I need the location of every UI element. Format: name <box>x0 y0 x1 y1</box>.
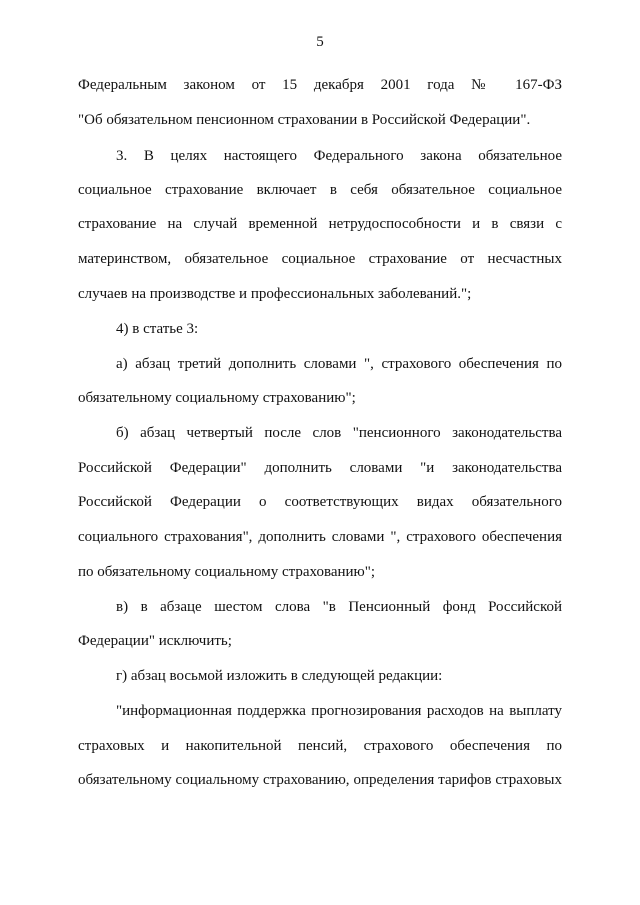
item-g-heading: г) абзац восьмой изложить в следующей редакции: <box>116 668 443 684</box>
quote-line-3: обязательному социальному страхованию, определения тарифов страховых <box>78 772 562 788</box>
item-a-line-1: а) абзац третий дополнить словами ", страхового обеспечения по <box>116 356 562 372</box>
paragraph-3-line-1: 3. В целях настоящего Федерального закона обязательное <box>116 148 562 164</box>
quote-line-2: страховых и накопительной пенсий, страхового обеспечения по <box>78 738 562 754</box>
item-b-line-1: б) абзац четвертый после слов "пенсионного законодательства <box>116 425 562 441</box>
text-line-2: "Об обязательном пенсионном страховании в Российской Федерации". <box>78 112 531 128</box>
item-4-heading: 4) в статье 3: <box>116 321 199 337</box>
item-b-line-3: Российской Федерации о соответствующих видах обязательного <box>78 494 562 510</box>
paragraph-3-line-4: материнством, обязательное социальное страхование от несчастных <box>78 251 562 267</box>
item-b-line-5: по обязательному социальному страхованию"; <box>78 564 376 580</box>
text-line-1: Федеральным законом от 15 декабря 2001 года № 167-ФЗ <box>78 77 562 93</box>
item-a-line-2: обязательному социальному страхованию"; <box>78 390 356 406</box>
paragraph-3-line-3: страхование на случай временной нетрудоспособности и в связи с <box>78 216 562 232</box>
item-v-line-1: в) в абзаце шестом слова "в Пенсионный фонд Российской <box>116 599 562 615</box>
quote-line-1: "информационная поддержка прогнозирования расходов на выплату <box>116 703 562 719</box>
item-b-line-4: социального страхования", дополнить словами ", страхового обеспечения <box>78 529 562 545</box>
paragraph-3-line-5: случаев на производстве и профессиональных заболеваний."; <box>78 286 472 302</box>
page-number: 5 <box>316 34 324 50</box>
item-v-line-2: Федерации" исключить; <box>78 633 232 649</box>
paragraph-3-line-2: социальное страхование включает в себя обязательное социальное <box>78 182 562 198</box>
item-b-line-2: Российской Федерации" дополнить словами "и законодательства <box>78 460 562 476</box>
